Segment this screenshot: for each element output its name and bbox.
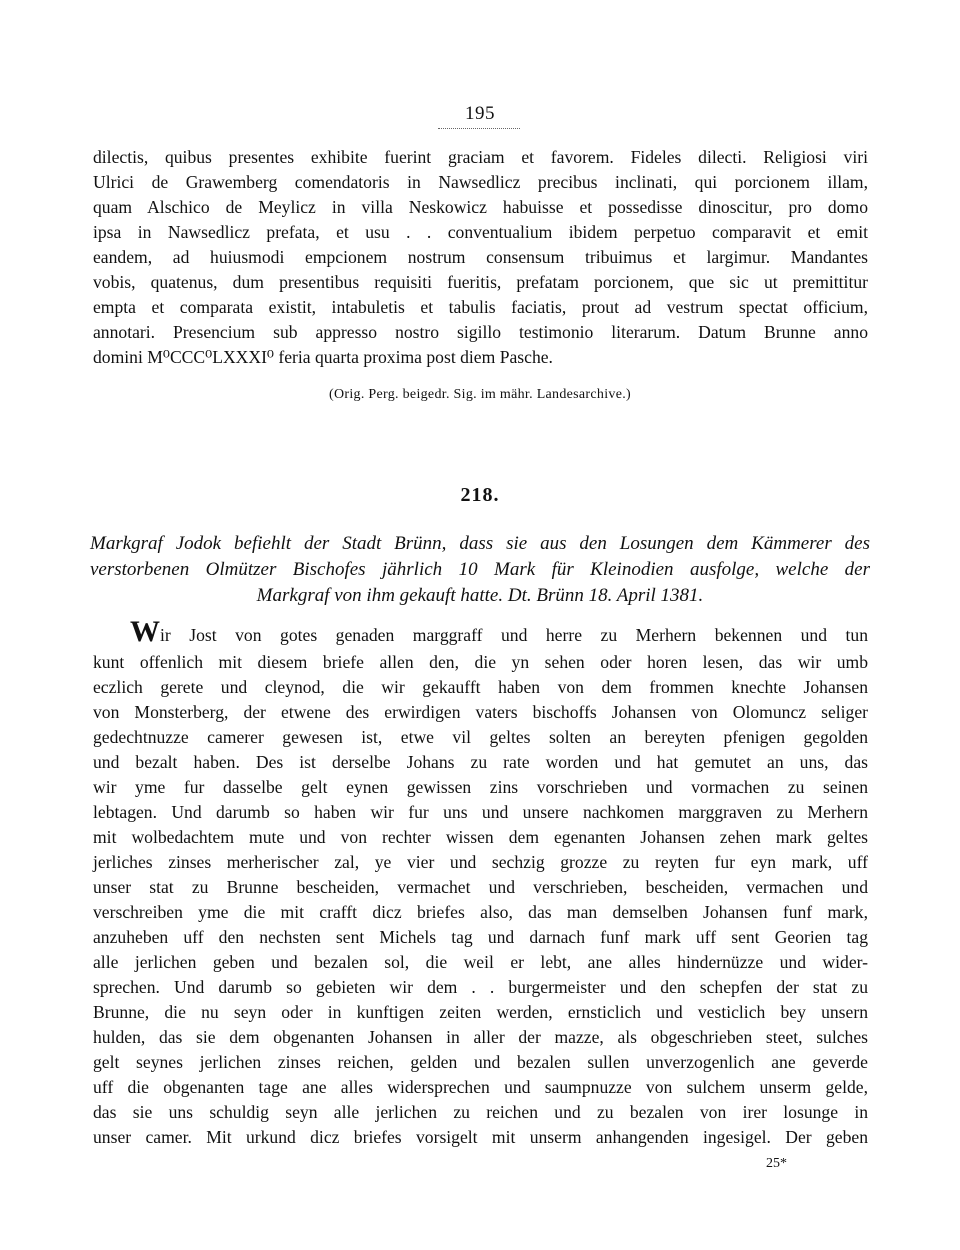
body-line: das sie uns schuldig seyn alle jerlichen zu reichen und zu bezalen von irer losunge in	[93, 1102, 868, 1122]
top-paragraph-line: dilectis, quibus presentes exhibite fuerint graciam et favorem. Fideles dilecti. Religiosi viri	[93, 147, 868, 167]
body-line: alle jerlichen geben und bezalen sol, die weil er lebt, ane alles hindernüzze und wider-	[93, 952, 868, 972]
body-line: hulden, das sie dem obgenanten Johansen in aller der mazze, als obgeschrieben steet, sulches	[93, 1027, 868, 1047]
body-line: sprechen. Und darumb so gebieten wir dem . . burgermeister und den schepfen der stat zu	[93, 977, 868, 997]
body-line: anzuheben uff den nechsten sent Michels tag und darnach funf mark uff sent Georien tag	[93, 927, 868, 947]
headline-line: verstorbenen Olmützer Bischofes jährlich 10 Mark für Kleinodien ausfolge, welche der	[90, 559, 870, 580]
source-note: (Orig. Perg. beigedr. Sig. im mähr. Landesarchive.)	[329, 387, 631, 402]
body-line: Brunne, die nu seyn oder in kunftigen zeiten werden, ernsticlich und vesticlich bey unsern	[93, 1002, 868, 1022]
top-paragraph-line: empta et comparata existit, intabuletis et tabulis faciatis, prout ad vestrum spectat officium,	[93, 297, 868, 317]
top-paragraph-line: quam Alschico de Meylicz in villa Neskowicz habuisse et possedisse dinoscitur, pro domo	[93, 197, 868, 217]
body-line: von Monsterberg, der etwene des erwirdigen vaters bischoffs Johansen von Olomuncz seliger	[93, 702, 868, 722]
body-line: uff die obgenanten tage ane alles widersprechen und saumpnuzze von sulchem unserm gelde,	[93, 1077, 868, 1097]
body-line: gelt seynes jerlichen zinses reichen, gelden und bezalen sullen unverzogenlich ane geverde	[93, 1052, 868, 1072]
headline-line: Markgraf von ihm gekauft hatte. Dt. Brünn 18. April 1381.	[256, 585, 704, 606]
top-paragraph-line: eandem, ad huiusmodi empcionem nostrum consensum tribuimus et largimur. Mandantes	[93, 247, 868, 267]
body-line: kunt offenlich mit diesem briefe allen den, die yn sehen oder horen lesen, das wir umb	[93, 652, 868, 672]
body-line: jerliches zinses merherischer zal, ye vier und sechzig grozze zu reyten fur eyn mark, uff	[93, 852, 868, 872]
headline-line: Markgraf Jodok befiehlt der Stadt Brünn, dass sie aus den Losungen dem Kämmerer des	[90, 533, 870, 554]
body-line: verschreiben yme die mit crafft dicz briefes also, das man demselben Johansen funf mark,	[93, 902, 868, 922]
page-number-rule	[438, 128, 520, 129]
body-line: und bezalt haben. Des ist derselbe Johans zu rate worden und hat gemutet an uns, das	[93, 752, 868, 772]
body-line: unser stat zu Brunne bescheiden, vermachet und verschrieben, bescheiden, vermachen und	[93, 877, 868, 897]
top-paragraph-line: annotari. Presencium sub appresso nostro sigillo testimonio literarum. Datum Brunne anno	[93, 322, 868, 342]
body-line: mit wolbedachtem mute und von rechter wissen dem egenanten Johansen zehen mark geltes	[93, 827, 868, 847]
drop-cap: W	[130, 615, 160, 648]
page-number: 195	[465, 103, 495, 124]
body-line: wir yme fur dasselbe gelt eynen gewissen zins vorschrieben und vormachen zu seinen	[93, 777, 868, 797]
body-line: lebtagen. Und darumb so haben wir fur uns und unsere nachkomen marggraven zu Merhern	[93, 802, 868, 822]
body-first-line	[130, 615, 868, 648]
top-paragraph-line: domini M⁰CCC⁰LXXXI⁰ feria quarta proxima post diem Pasche.	[93, 347, 553, 367]
body-line: gedechtnuzze camerer gewesen ist, etwe vil geltes solten an bereyten pfenigen gegolden	[93, 727, 868, 747]
body-line: eczlich gerete und cleynod, die wir gekaufft haben von dem frommen knechte Johansen	[93, 677, 868, 697]
body-line: unser camer. Mit urkund dicz briefes vorsigelt mit unserm anhangenden ingesigel. Der geben	[93, 1127, 868, 1147]
document-number: 218.	[460, 484, 500, 506]
body-first-line-text: ir Jost von gotes genaden marggraff und herre zu Merhern bekennen und tun	[160, 625, 868, 645]
top-paragraph-line: vobis, quatenus, dum presentibus requisiti fueritis, prefatam porcionem, que sic ut premittitur	[93, 272, 868, 292]
signature-mark: 25*	[766, 1156, 787, 1171]
top-paragraph-line: Ulrici de Grawemberg comendatoris in Nawsedlicz precibus inclinati, qui porcionem illam,	[93, 172, 868, 192]
top-paragraph-line: ipsa in Nawsedlicz prefata, et usu . . conventualium ibidem perpetuo comparavit et emit	[93, 222, 868, 242]
